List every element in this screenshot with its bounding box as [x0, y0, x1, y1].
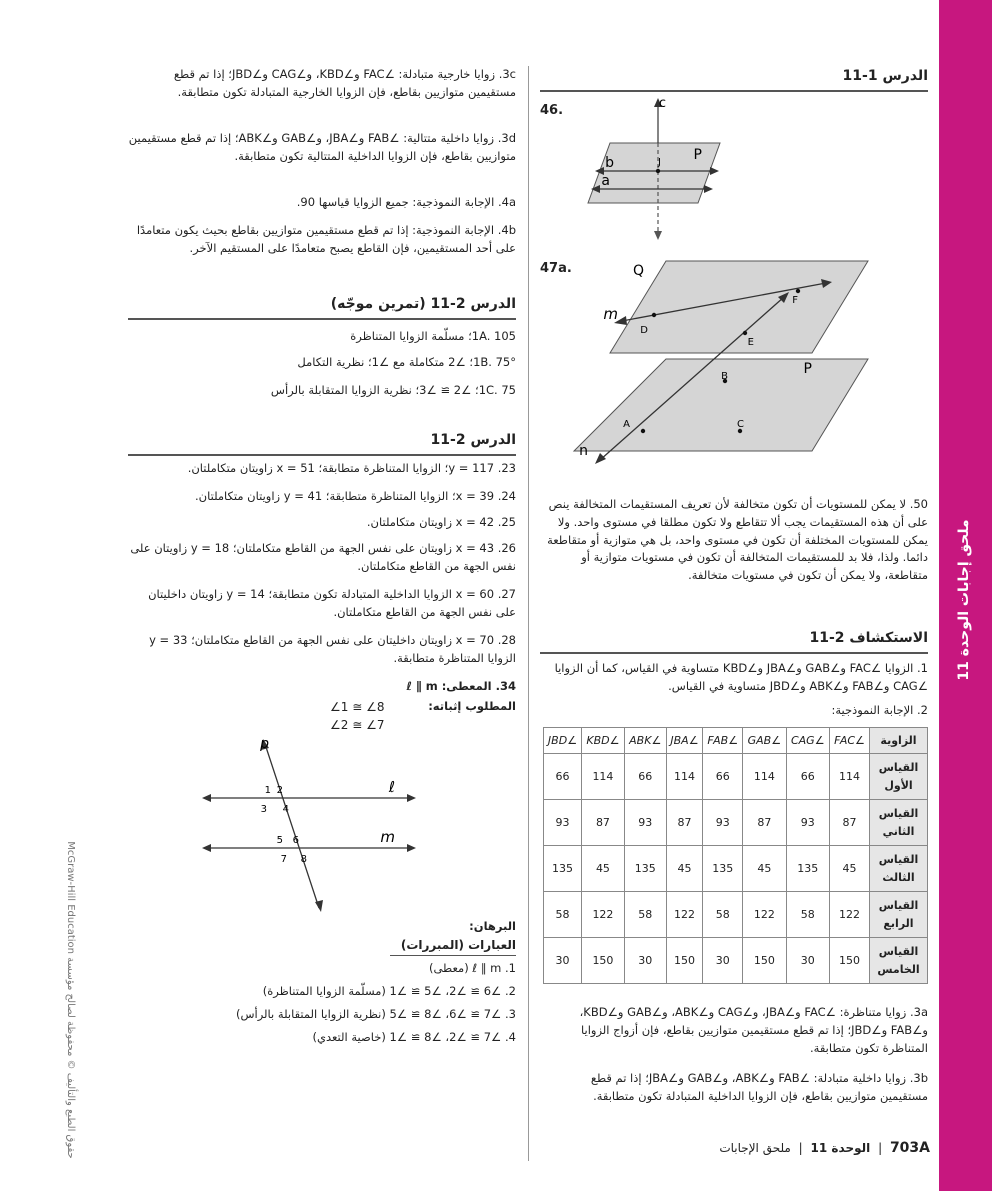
table-row — [544, 892, 928, 938]
proof-line-2: 2. ∠6 ≅ ∠2، ∠5 ≅ ∠1 (مسلّمة الزوايا المتناظرة) — [262, 984, 516, 998]
table-col-header: ∠FAC — [830, 728, 870, 754]
label-p: P — [693, 147, 702, 163]
table-row — [544, 754, 928, 800]
angle-1: 1 — [264, 785, 271, 796]
line-p — [265, 744, 319, 908]
arrow-c-down — [654, 231, 662, 240]
answer-3d: 3d. زوايا داخلية متتالية: ∠FAB و∠JBA، و∠GAB و∠ABK؛ إذا تم قطع مستقيمين متوازيين بقاطع، فإن الزوايا الداخلية المتتالية تكون متطابقة. — [128, 131, 516, 163]
footer-separator: | — [798, 1141, 803, 1155]
angles-table — [543, 727, 928, 984]
table-row-label: القياس الأول — [870, 754, 928, 800]
point-a — [641, 429, 645, 433]
point-e — [743, 331, 747, 335]
label-b: B — [721, 371, 728, 382]
lesson-2-title-block — [128, 430, 516, 456]
label-f: F — [792, 295, 798, 306]
arrow-l-left — [202, 794, 211, 802]
answer-28: 28. x = 70 زاويتان داخليتان على نفس الجهة من القاطع متكاملتان؛ y = 33 الزوايا المتناظرة متطابقة. — [149, 633, 516, 665]
table-cell: 135 — [703, 846, 743, 892]
table-col-header: ∠KBD — [581, 728, 624, 754]
column-divider — [528, 66, 529, 1161]
table-col-header: ∠GAB — [743, 728, 786, 754]
proof-line-3: 3. ∠7 ≅ ∠6، ∠8 ≅ ∠5 (نظرية الزوايا المتقابلة بالرأس) — [235, 1007, 516, 1021]
answer-3b: 3b. زوايا داخلية متبادلة: ∠FAB و∠ABK، و∠GAB و∠JBA؛ إذا تم قطع مستقيمين متوازيين بقاطع، فإن الزوايا الداخلية المتبادلة تكون متطابقة. — [590, 1071, 928, 1103]
table-row-label: القياس الثاني — [870, 800, 928, 846]
table-cell: 93 — [703, 800, 743, 846]
arrow-m-right — [407, 844, 416, 852]
footer-separator: | — [878, 1141, 883, 1155]
plane-q — [610, 261, 868, 353]
answer-27: 27. x = 60 الزوايا الداخلية المتبادلة تكون متطابقة؛ y = 14 زاويتان داخليتان على نفس الجهة من القاطع متكاملتان. — [148, 587, 516, 619]
copyright-credit: حقوق الطبع والتأليف © محفوظة لصالح مؤسسة McGraw-Hill Education — [64, 841, 76, 1159]
arrow-b-right — [710, 167, 719, 175]
table-cell: 93 — [624, 800, 666, 846]
answer-3a: 3a. زوايا متناظرة: ∠FAC و∠JBA، و∠CAG و∠ABK، و∠GAB و∠KBD، و∠FAB و∠JBD؛ إذا تم قطع مستقيمين متوازيين بقاطع، فإن أزواج الزوايا المتناظرة تكون متطابقة. — [579, 1005, 928, 1055]
guided-1b: 1B. 75°؛ ∠2 متكاملة مع ∠1؛ نظرية التكامل — [297, 355, 516, 369]
page-footer — [719, 1138, 930, 1160]
guided-practice-title-block — [128, 294, 516, 320]
table-cell: 114 — [581, 754, 624, 800]
label-n: n — [579, 443, 588, 459]
answer-4a: 4a. الإجابة النموذجية: جميع الزوايا قياسها 90. — [296, 195, 516, 209]
table-col-header: ∠CAG — [786, 728, 830, 754]
table-cell: 87 — [743, 800, 786, 846]
angle-5: 5 — [276, 835, 283, 846]
label-c: C — [737, 419, 744, 430]
table-cell: 87 — [581, 800, 624, 846]
lesson-1-title-block — [540, 66, 928, 92]
point-f — [796, 289, 800, 293]
table-cell: 58 — [786, 892, 830, 938]
answer-34-prove-label: المطلوب إثباته: — [428, 699, 516, 713]
table-cell: 122 — [666, 892, 703, 938]
angle-2: 2 — [276, 785, 283, 796]
answer-24: 24. x = 39؛ الزوايا المتناظرة متطابقة؛ y = 41 زاويتان متكاملتان. — [195, 489, 516, 503]
arrow-p-down — [315, 900, 323, 912]
fig-47a-diagram — [570, 255, 890, 465]
table-cell: 66 — [544, 754, 582, 800]
arrow-a-right — [704, 185, 713, 193]
table-row-label: القياس الخامس — [870, 938, 928, 984]
guided-practice-title: الدرس 2-11 (تمرين موجّه) — [128, 294, 516, 320]
label-q: Q — [632, 263, 644, 279]
fig-46-diagram — [570, 95, 740, 245]
label-d: D — [640, 325, 648, 336]
table-row-label: القياس الرابع — [870, 892, 928, 938]
table-cell: 30 — [786, 938, 830, 984]
angle-3: 3 — [260, 804, 267, 815]
table-cell: 135 — [544, 846, 582, 892]
label-e: E — [747, 337, 754, 348]
table-header-row — [544, 728, 928, 754]
table-cell: 30 — [624, 938, 666, 984]
table-cell: 122 — [581, 892, 624, 938]
table-cell: 150 — [830, 938, 870, 984]
angle-7: 7 — [280, 854, 287, 865]
exploration-title: الاستكشاف 2-11 — [540, 628, 928, 654]
table-row — [544, 938, 928, 984]
proof-line-1: 1. ℓ ∥ m (معطى) — [428, 961, 516, 975]
label-m: m — [603, 305, 618, 323]
table-cell: 66 — [786, 754, 830, 800]
label-p: p — [260, 736, 269, 752]
table-col-header: ∠FAB — [703, 728, 743, 754]
lesson-2-title: الدرس 2-11 — [128, 430, 516, 456]
proof-header: العبارات (المبررات) — [390, 936, 516, 956]
label-a: a — [601, 173, 610, 189]
table-cell: 45 — [666, 846, 703, 892]
exploration-answer-2: 2. الإجابة النموذجية: — [831, 703, 928, 717]
arrow-l-right — [407, 794, 416, 802]
fig-46-number: 46. — [540, 103, 564, 118]
table-cell: 93 — [786, 800, 830, 846]
guided-1c: 1C. 75؛ ∠2 ≅ ∠3؛ نظرية الزوايا المتقابلة بالرأس — [270, 383, 516, 397]
table-cell: 122 — [830, 892, 870, 938]
answer-34-given: 34. المعطى: ℓ ∥ m — [406, 679, 516, 693]
footer-unit: الوحدة 11 — [810, 1141, 871, 1155]
angle-6: 6 — [292, 835, 299, 846]
table-row — [544, 846, 928, 892]
label-p-lower: P — [803, 361, 812, 377]
table-cell: 58 — [544, 892, 582, 938]
table-cell: 114 — [666, 754, 703, 800]
answer-50: 50. لا يمكن للمستويات أن تكون متخالفة لأن تعريف المستقيمات المتخالفة ينص على أن هذه المستقيمات يجب ألا تتقاطع ولا تكون مطلقا في مستوى واحد. ولا يمكن للمستويات المختلفة أن تكون في مستوى واحد، بل هي متوازية أو متقاطعة دائما. ولذا، فلا بد للمستقيمات المتخالفة أن تكون في مستويات متوازية أو متقاطعة، ولا يمكن أن تكون في مستويات متخالفة. — [547, 497, 928, 583]
table-cell: 122 — [743, 892, 786, 938]
answer-25: 25. x = 42 زاويتان متكاملتان. — [366, 515, 516, 529]
table-cell: 66 — [624, 754, 666, 800]
table-cell: 66 — [703, 754, 743, 800]
label-m: m — [380, 828, 395, 846]
table-row-label: القياس الثالث — [870, 846, 928, 892]
label-j: J — [658, 157, 661, 168]
table-col-header: ∠JBD — [544, 728, 582, 754]
table-cell: 87 — [830, 800, 870, 846]
table-col-header: ∠JBA — [666, 728, 703, 754]
answer-23: 23. y = 117؛ الزوايا المتناظرة متطابقة؛ x = 51 زاويتان متكاملتان. — [187, 461, 516, 475]
table-cell: 30 — [544, 938, 582, 984]
label-c: c — [658, 96, 666, 111]
table-cell: 150 — [666, 938, 703, 984]
table-col-header: ∠ABK — [624, 728, 666, 754]
answer-34-prove-2: ∠2 ≅ ∠7 — [330, 718, 385, 732]
page-number: 703A — [889, 1140, 930, 1156]
proof-label: البرهان: — [469, 919, 516, 933]
arrow-n-down — [595, 453, 606, 464]
table-cell: 45 — [830, 846, 870, 892]
footer-section: ملحق الإجابات — [719, 1141, 791, 1155]
table-cell: 135 — [624, 846, 666, 892]
label-b: b — [605, 155, 614, 171]
answer-34-prove-1: ∠1 ≅ ∠8 — [330, 700, 385, 714]
proof-line-4: 4. ∠7 ≅ ∠2، ∠8 ≅ ∠1 (خاصية التعدي) — [312, 1030, 516, 1044]
fig-47a-number: 47a. — [540, 261, 572, 276]
lesson-1-title: الدرس 1-11 — [540, 66, 928, 92]
table-cell: 135 — [786, 846, 830, 892]
table-cell: 45 — [743, 846, 786, 892]
label-l: ℓ — [388, 778, 395, 796]
angle-4: 4 — [282, 804, 289, 815]
angle-8: 8 — [300, 854, 307, 865]
table-cell: 114 — [743, 754, 786, 800]
label-a: A — [623, 419, 630, 430]
table-cell: 45 — [581, 846, 624, 892]
table-header-angle: الزاوية — [870, 728, 928, 754]
table-cell: 87 — [666, 800, 703, 846]
table-cell: 114 — [830, 754, 870, 800]
table-cell: 93 — [544, 800, 582, 846]
table-cell: 58 — [624, 892, 666, 938]
table-cell: 150 — [581, 938, 624, 984]
answer-3c: 3c. زوايا خارجية متبادلة: ∠FAC و∠KBD، و∠CAG و∠JBD؛ إذا تم قطع مستقيمين متوازيين بقاطع، فإن الزوايا الخارجية المتبادلة تكون متطابقة. — [173, 67, 516, 99]
table-row — [544, 800, 928, 846]
answer-26: 26. x = 43 زاويتان على نفس الجهة من القاطع متكاملتان؛ y = 18 زاويتان على نفس الجهة من القاطع متكاملتان. — [130, 541, 516, 573]
arrow-m-left — [202, 844, 211, 852]
side-tab-label: ملحق إجابات الوحدة 11 — [956, 519, 973, 681]
table-cell: 30 — [703, 938, 743, 984]
guided-1a: 1A. 105؛ مسلّمة الزوايا المتناظرة — [350, 329, 516, 343]
point-j — [656, 169, 660, 173]
point-d — [652, 313, 656, 317]
exploration-answer-1: 1. الزوايا ∠FAC و∠GAB و∠JBA و∠KBD متساوية في القياس، كما أن الزوايا ∠CAG و∠FAB و∠ABK و∠JBD متساوية في القياس. — [554, 661, 928, 693]
answer-4b: 4b. الإجابة النموذجية: إذا تم قطع مستقيمين متوازيين بقاطع بحيث يكون متعامدًا على أحد المستقيمين، فإن القاطع يصبح متعامدًا على المستقيم الآخر. — [136, 223, 516, 255]
table-cell: 58 — [703, 892, 743, 938]
fig-34-diagram — [195, 730, 435, 915]
table-cell: 150 — [743, 938, 786, 984]
exploration-title-block — [540, 628, 928, 654]
